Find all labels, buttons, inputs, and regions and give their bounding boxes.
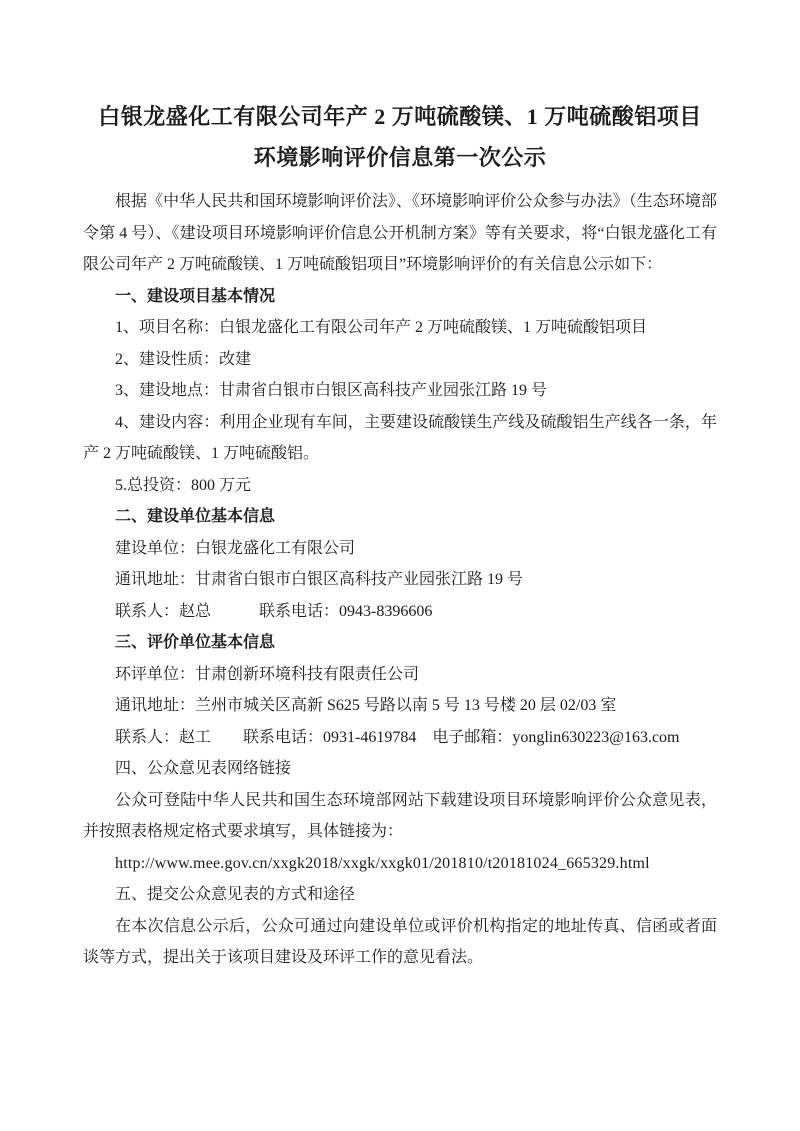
section-heading-project-basics: 一、建设项目基本情况: [115, 287, 276, 305]
section-heading-feedback-link: 四、公众意见表网络链接: [115, 760, 292, 777]
total-investment-item: 5.总投资：800 万元: [115, 476, 252, 494]
document-title: [83, 96, 717, 178]
section-heading-construction-unit: 二、建设单位基本信息: [115, 508, 276, 525]
document-body: [83, 186, 717, 974]
construction-unit-contact-line: 联系人：赵总 联系电话：0943-8396606: [115, 602, 433, 620]
assessment-unit-contact-line: 联系人：赵工 联系电话：0931-4619784 电子邮箱：yonglin630223@163.com: [115, 728, 680, 746]
construction-location-item: 3、建设地点：甘肃省白银市白银区高科技产业园张江路 19 号: [115, 382, 548, 399]
feedback-form-url: http://www.mee.gov.cn/xxgk2018/xxgk/xxgk01/201810/t20181024_665329.html: [115, 854, 650, 872]
document-title-line-1: 白银龙盛化工有限公司年产 2 万吨硫酸镁、1 万吨硫酸铝项目: [98, 104, 702, 129]
submission-methods-paragraph: 在本次信息公示后，公众可通过向建设单位或评价机构指定的地址传真、信函或者面谈等方式，提出关于该项目建设及环评工作的意见看法。: [83, 917, 717, 966]
construction-content-item: 4、建设内容：利用企业现有车间，主要建设硫酸镁生产线及硫酸铝生产线各一条，年产 2 万吨硫酸镁、1 万吨硫酸铝。: [83, 413, 717, 462]
project-name-item: 1、项目名称：白银龙盛化工有限公司年产 2 万吨硫酸镁、1 万吨硫酸铝项目: [115, 319, 648, 336]
section-heading-assessment-unit: 三、评价单位基本信息: [115, 634, 276, 651]
section-heading-submission-methods: 五、提交公众意见表的方式和途径: [115, 886, 356, 903]
construction-unit-line: 建设单位：白银龙盛化工有限公司: [115, 539, 356, 557]
construction-unit-address-line: 通讯地址：甘肃省白银市白银区高科技产业园张江路 19 号: [115, 571, 524, 588]
assessment-unit-address-line: 通讯地址：兰州市城关区高新 S625 号路以南 5 号 13 号楼 20 层 02/03 室: [115, 697, 617, 714]
construction-nature-item: 2、建设性质：改建: [115, 350, 252, 368]
intro-paragraph: 根据《中华人民共和国环境影响评价法》、《环境影响评价公众参与办法》（生态环境部令第 4 号）、《建设项目环境影响评价信息公开机制方案》等有关要求，将“白银龙盛化工有限公司年产 2 万吨硫酸镁、1 万吨硫酸铝项目”环境影响评价的有关信息公示如下：: [83, 193, 717, 273]
feedback-link-paragraph: 公众可登陆中华人民共和国生态环境部网站下载建设项目环境影响评价公众意见表，并按照表格规定格式要求填写，具体链接为：: [83, 791, 717, 840]
document-title-line-2: 环境影响评价信息第一次公示: [253, 145, 547, 170]
assessment-unit-line: 环评单位：甘肃创新环境科技有限责任公司: [115, 665, 420, 683]
